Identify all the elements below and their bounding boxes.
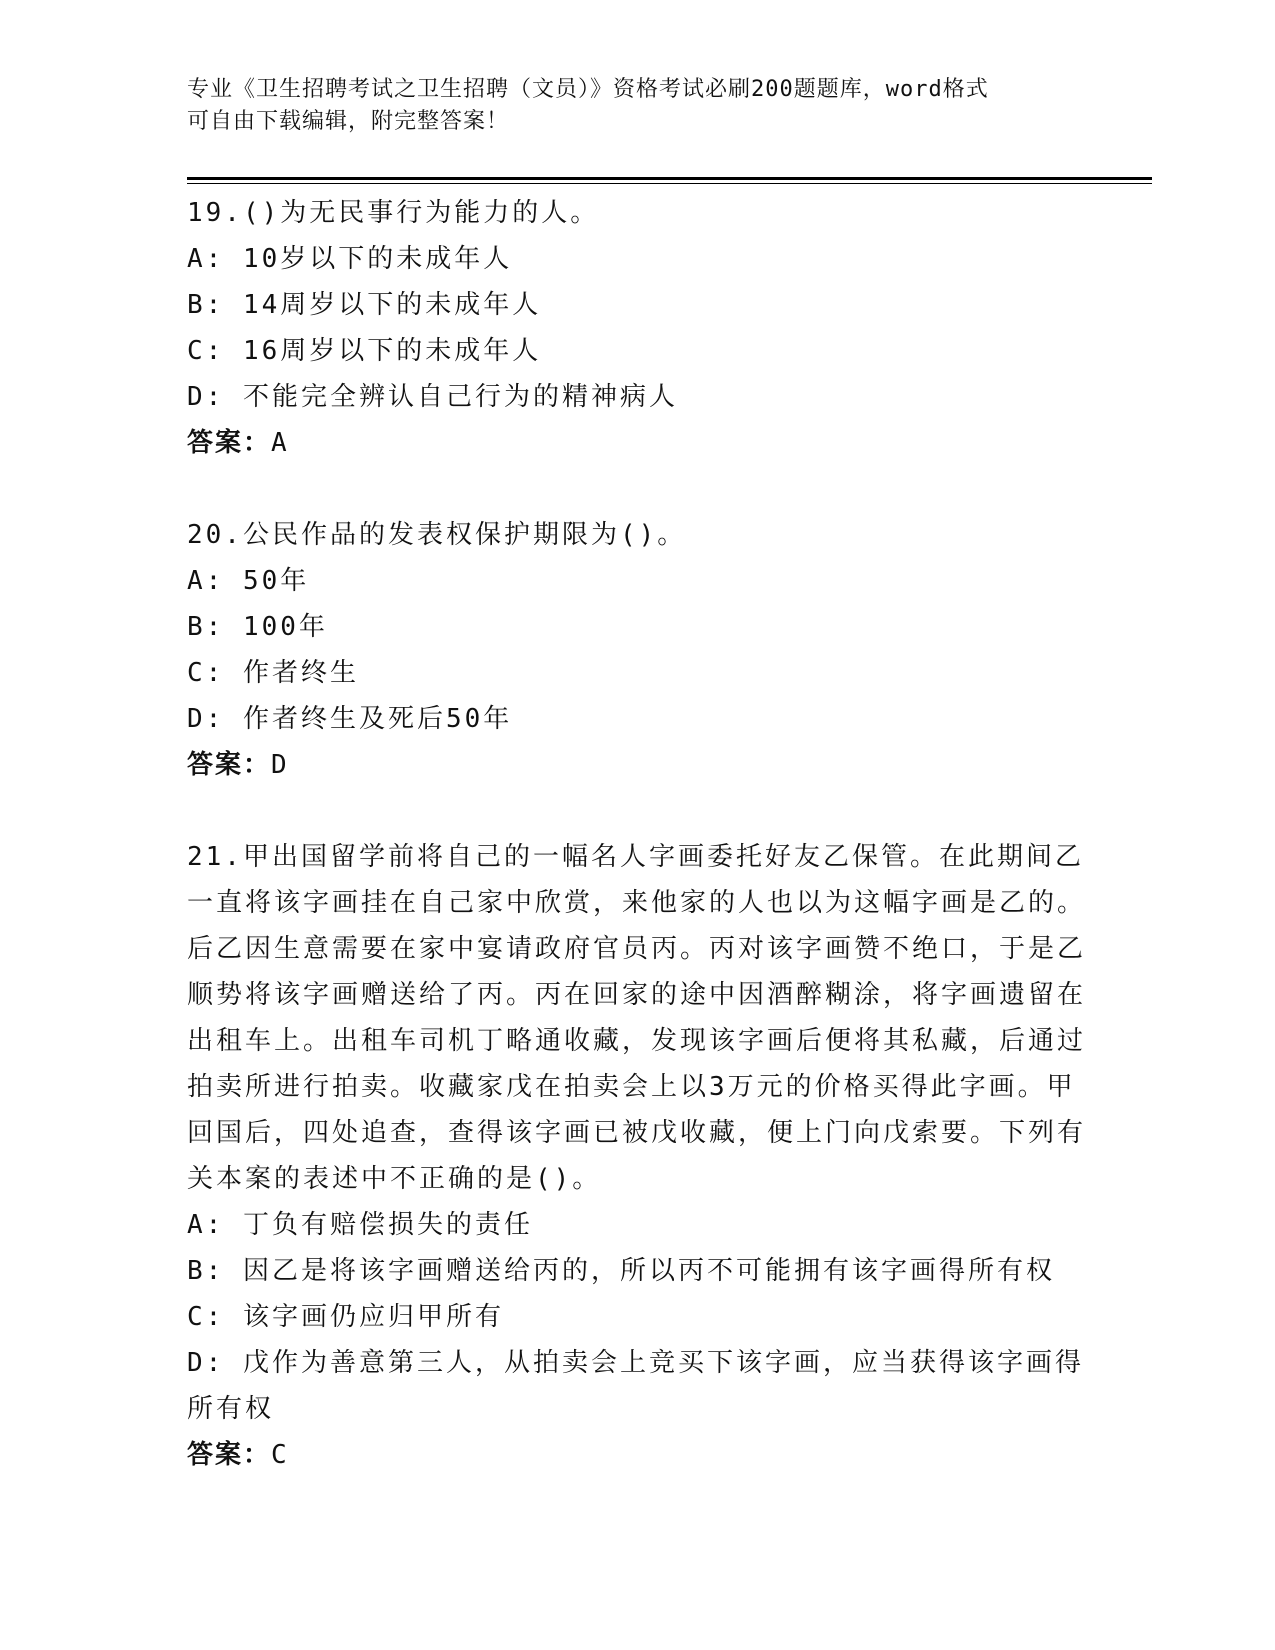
answer-label: 答案：	[187, 750, 272, 780]
option-b: B: 14周岁以下的未成年人	[187, 290, 542, 320]
answer-label: 答案：	[187, 428, 272, 458]
answer-line	[187, 420, 1087, 466]
question-stem: 19.()为无民事行为能力的人。	[187, 198, 600, 228]
question-stem: 20.公民作品的发表权保护期限为()。	[187, 520, 687, 550]
answer-value: C	[271, 1440, 289, 1470]
option-b: B: 100年	[187, 612, 328, 642]
option-b: B: 因乙是将该字画赠送给丙的，所以丙不可能拥有该字画得所有权	[187, 1256, 1055, 1286]
header-title-line-1: 专业《卫生招聘考试之卫生招聘（文员）》资格考试必刷200题题库，word格式	[187, 77, 989, 102]
option-c: C: 作者终生	[187, 658, 359, 688]
option-d: D: 作者终生及死后50年	[187, 704, 513, 734]
document-header	[187, 74, 1067, 138]
header-divider-thin	[187, 183, 1152, 184]
option-c: C: 该字画仍应归甲所有	[187, 1302, 504, 1332]
question-21	[187, 834, 1087, 1478]
answer-line	[187, 1432, 1087, 1478]
option-a: A: 丁负有赔偿损失的责任	[187, 1210, 533, 1240]
answer-value: A	[271, 428, 289, 458]
question-20	[187, 512, 1087, 788]
question-list	[187, 190, 1087, 1524]
answer-value: D	[271, 750, 289, 780]
option-a: A: 50年	[187, 566, 310, 596]
answer-line	[187, 742, 1087, 788]
option-a: A: 10岁以下的未成年人	[187, 244, 513, 274]
header-divider-thick	[187, 177, 1152, 180]
option-d: D: 不能完全辨认自己行为的精神病人	[187, 382, 678, 412]
question-19	[187, 190, 1087, 466]
header-title-line-2: 可自由下载编辑，附完整答案！	[187, 109, 510, 134]
answer-label: 答案：	[187, 1440, 272, 1470]
option-d: D: 戊作为善意第三人，从拍卖会上竞买下该字画，应当获得该字画得所有权	[187, 1348, 1084, 1424]
option-c: C: 16周岁以下的未成年人	[187, 336, 542, 366]
question-stem: 21.甲出国留学前将自己的一幅名人字画委托好友乙保管。在此期间乙一直将该字画挂在自己家中欣赏，来他家的人也以为这幅字画是乙的。后乙因生意需要在家中宴请政府官员丙。丙对该字画赞不绝口，于是乙顺势将该字画赠送给了丙。丙在回家的途中因酒醉糊涂，将字画遗留在出租车上。出租车司机丁略通收藏，发现该字画后便将其私藏，后通过拍卖所进行拍卖。收藏家戊在拍卖会上以3万元的价格买得此字画。甲回国后，四处追查，查得该字画已被戊收藏，便上门向戊索要。下列有关本案的表述中不正确的是()。	[187, 842, 1087, 1194]
